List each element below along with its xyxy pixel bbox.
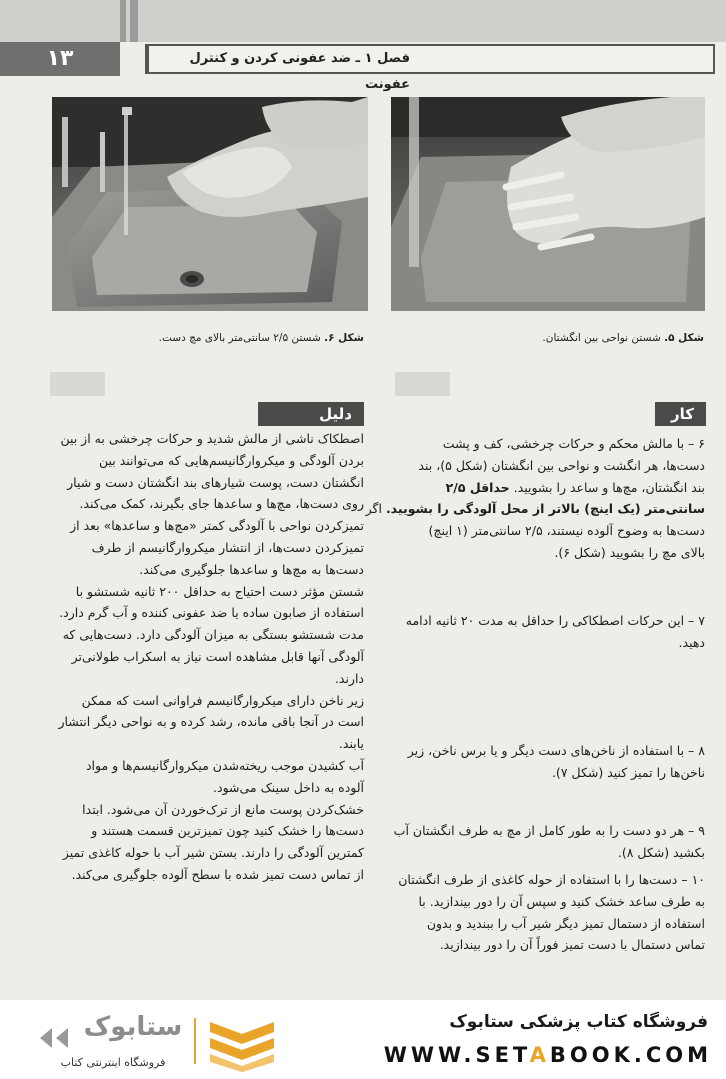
text-line: آب کشیدن موجب ریخته‌شدن میکروارگانیسم‌ها و مواد bbox=[85, 757, 364, 773]
text-line: استفاده از دستمال تمیز دیگر شیر آب را ببندید و بدون bbox=[426, 915, 705, 931]
text-line: دست‌ها را خشک کنید چون تمیزترین قسمت هستند و bbox=[91, 823, 364, 839]
text-line: انگشتان دست، پوست شیارهای بند انگشتان دست و شیار bbox=[67, 474, 364, 490]
figure-5-caption: شکل ۵. شستن نواحی بین انگشتان. bbox=[542, 332, 704, 344]
text-line: ۶ – با مالش محکم و حرکات چرخشی، کف و پشت bbox=[442, 436, 705, 451]
text-line: بکشید (شکل ۸). bbox=[617, 844, 705, 860]
text-line: بالای مچ را بشویید (شکل ۶). bbox=[554, 544, 705, 560]
figure-5-photo bbox=[391, 97, 705, 311]
text-line: شستن مؤثر دست احتیاج به حداقل ۲۰۰ ثانیه شستشو با bbox=[75, 583, 364, 599]
figure-6-caption: شکل ۶. شستن ۲/۵ سانتی‌متر بالای مچ دست. bbox=[158, 332, 364, 344]
text-line: از تماس دست تمیز شده با سطح آلوده جلوگیری می‌کند. bbox=[71, 866, 364, 882]
text-line: آلودگی آنها قابل مشاهده است نیاز به اسکراب طولانی‌تر bbox=[71, 648, 364, 664]
section-heading-reason: دلیل bbox=[258, 402, 364, 426]
store-url[interactable]: WWW.SETABOOK.COM bbox=[383, 1043, 712, 1067]
bleed-through-mark bbox=[50, 372, 105, 396]
text-line: ۹ – هر دو دست را به طور کامل از مچ به طرف انگشتان آب bbox=[393, 823, 705, 838]
text-line: ناخن‌ها را تمیز کنید (شکل ۷). bbox=[551, 764, 705, 780]
text-line: دست‌ها، هر انگشت و نواحی بین انگشتان (شکل ۵)، بند bbox=[418, 457, 705, 473]
step-8 bbox=[392, 740, 705, 784]
text-line: بردن آلودگی و میکروارگانیسم‌هایی که می‌توانند بین bbox=[98, 452, 364, 468]
text-line: خشک‌کردن پوست مانع از ترک‌خوردن آن می‌شود. ابتدا bbox=[82, 801, 364, 817]
text-line: بند انگشتان، مچ‌ها و ساعد را بشویید. حداقل ۲/۵ bbox=[445, 479, 705, 495]
step-9 bbox=[392, 820, 705, 864]
text-line: روی دست‌ها، مچ‌ها و ساعدها جای بگیرند، کمک می‌کند. bbox=[79, 496, 364, 512]
page-number: ۱۳ bbox=[46, 46, 74, 71]
text-line: زیر ناخن دارای میکروارگانیسم فراوانی است که ممکن bbox=[81, 692, 364, 708]
text-line: ۱۰ – دست‌ها را با استفاده از حوله کاغذی از طرف انگشتان bbox=[398, 872, 705, 887]
bleed-through-text bbox=[430, 46, 700, 72]
step-7 bbox=[392, 610, 705, 654]
logo-caption: فروشگاه اینترنتی کتاب bbox=[60, 1056, 166, 1069]
section-heading-action: کار bbox=[655, 402, 706, 426]
text-line: تمیزکردن نواحی با آلودگی کمتر «مچ‌ها و ساعدها» بعد از bbox=[70, 518, 364, 534]
step-6 bbox=[365, 433, 705, 564]
text-line: تماس دستمال با دست تمیز فوراً آن را دور بیندازید. bbox=[439, 937, 705, 953]
text-line: استفاده از صابون ساده یا ضد عفونی کننده و آب گرم دارد. bbox=[59, 605, 364, 621]
text-line: است در آنجا باقی مانده، رشد کرده و به نواحی دیگر انتشار bbox=[58, 714, 364, 730]
text-line: دست‌ها به وضوح آلوده نیستند، ۲/۵ سانتی‌متر (۱ اینچ) bbox=[428, 523, 705, 539]
text-line: به طرف ساعد خشک کنید و سپس آن را دور بیندازید. با bbox=[418, 893, 705, 909]
text-line: مدت شستشو بستگی به میزان آلودگی دارد. دست‌هایی که bbox=[62, 627, 364, 643]
text-line: آلوده به داخل سینک می‌شود. bbox=[213, 779, 364, 795]
header-band bbox=[0, 0, 726, 42]
text-line: ۸ – با استفاده از ناخن‌های دست دیگر و یا برس ناخن، زیر bbox=[407, 743, 705, 758]
logo-wordmark: ستابوک bbox=[83, 1012, 183, 1042]
bleed-through-mark bbox=[395, 372, 450, 396]
text-line: دست‌ها به مچ‌ها و ساعدها جلوگیری می‌کند. bbox=[139, 561, 364, 577]
chapter-title: فصل ۱ ـ ضد عفونی کردن و کنترل عفونت bbox=[189, 51, 410, 92]
text-line: کمترین آلودگی را دارند. بستن شیر آب با حوله کاغذی تمیز bbox=[62, 845, 364, 861]
store-name: فروشگاه کتاب پزشکی ستابوک bbox=[449, 1012, 708, 1032]
text-line: تمیزکردن دست‌ها، از انتشار میکروارگانیسم از طرف bbox=[91, 539, 364, 555]
text-line: دارند. bbox=[334, 670, 364, 686]
reason-text-column bbox=[22, 428, 364, 886]
text-line: یابند. bbox=[338, 736, 364, 752]
figure-6-photo bbox=[52, 97, 368, 311]
text-line: سانتی‌متر (یک اینچ) بالاتر از محل آلودگی را بشویید. اگر bbox=[365, 501, 705, 517]
step-10 bbox=[392, 869, 705, 956]
text-line: اصطکاک ناشی از مالش شدید و حرکات چرخشی به از بین bbox=[60, 431, 364, 446]
text-line: ۷ – این حرکات اصطکاکی را حداقل به مدت ۲۰ ثانیه ادامه bbox=[405, 613, 705, 628]
store-banner bbox=[0, 1000, 726, 1079]
text-line: دهید. bbox=[678, 634, 705, 650]
